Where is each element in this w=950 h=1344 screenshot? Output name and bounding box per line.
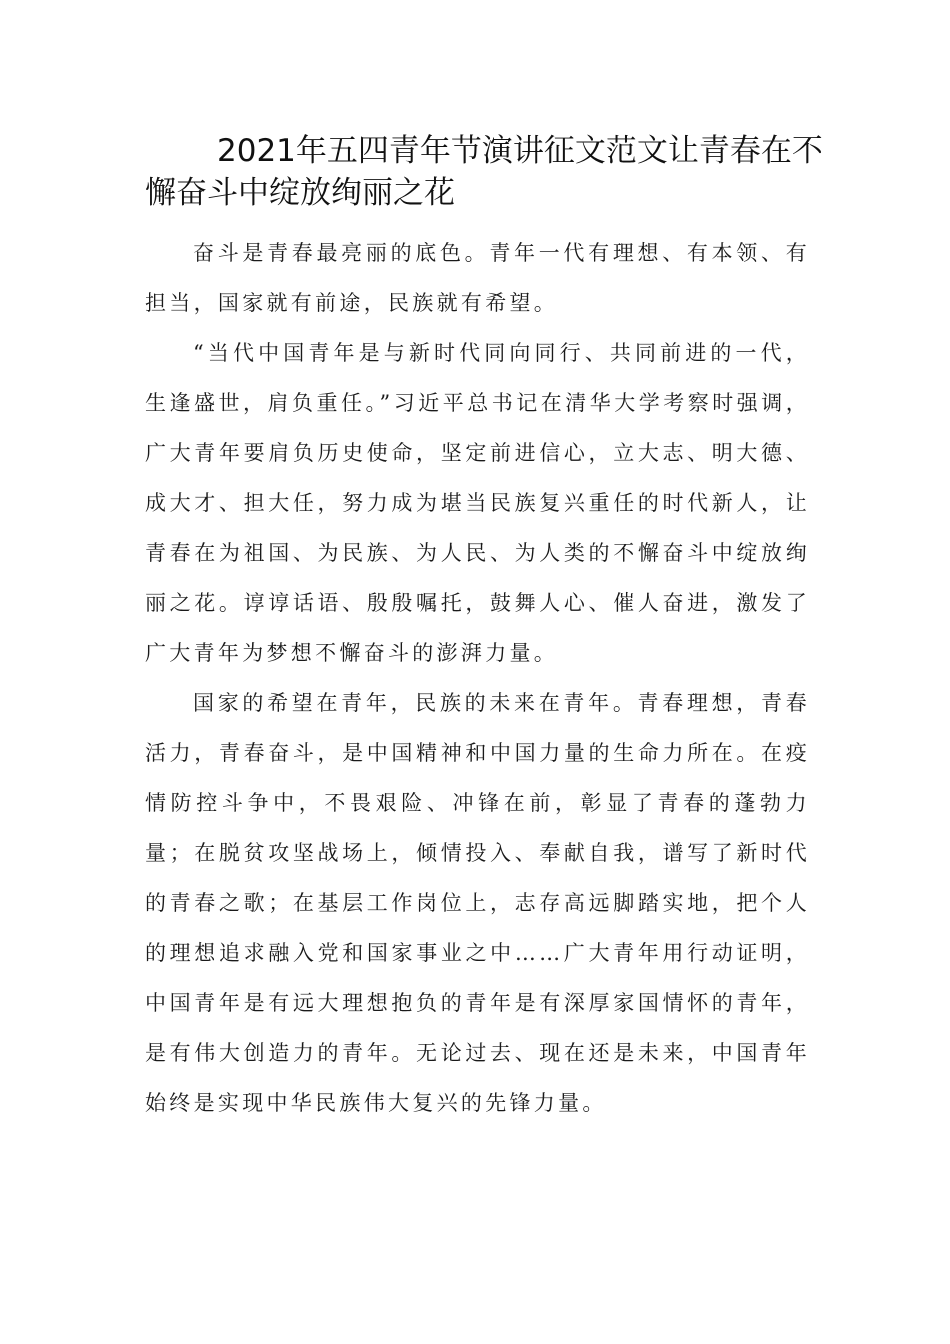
document-title: 2021年五四青年节演讲征文范文让青春在不懈奋斗中绽放绚丽之花 <box>145 133 823 211</box>
paragraph-1: 奋斗是青春最亮丽的底色。青年一代有理想、有本领、有担当，国家就有前途，民族就有希望。 <box>145 241 810 315</box>
paragraph-2: “当代中国青年是与新时代同向同行、共同前进的一代，生逢盛世，肩负重任。”习近平总书记在清华大学考察时强调，广大青年要肩负历史使命，坚定前进信心，立大志、明大德、成大才、担大任，努力成为堪当民族复兴重任的时代新人，让青春在为祖国、为民族、为人民、为人类的不懈奋斗中绽放绚丽之花。谆谆话语、殷殷嘱托，鼓舞人心、催人奋进，激发了广大青年为梦想不懈奋斗的澎湃力量。 <box>145 341 810 665</box>
document-body <box>145 228 810 1128</box>
paragraph-3: 国家的希望在青年，民族的未来在青年。青春理想，青春活力，青春奋斗，是中国精神和中国力量的生命力所在。在疫情防控斗争中，不畏艰险、冲锋在前，彰显了青春的蓬勃力量；在脱贫攻坚战场上，倾情投入、奉献自我，谱写了新时代的青春之歌；在基层工作岗位上，志存高远脚踏实地，把个人的理想追求融入党和国家事业之中……广大青年用行动证明，中国青年是有远大理想抱负的青年是有深厚家国情怀的青年，是有伟大创造力的青年。无论过去、现在还是未来，中国青年始终是实现中华民族伟大复兴的先锋力量。 <box>145 691 810 1115</box>
